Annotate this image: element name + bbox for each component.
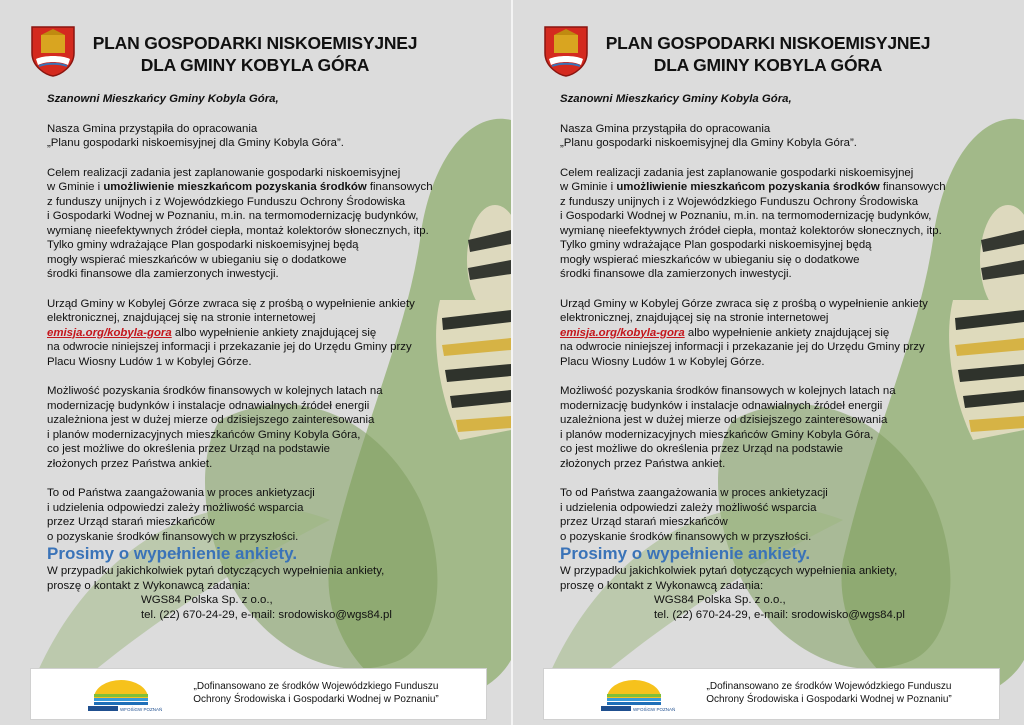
purpose-line: środki finansowe dla zamierzonych inwestycji. (47, 268, 279, 280)
engagement-line: o pozyskanie środków finansowych w przyszłości. (47, 530, 299, 543)
text-fragment: albo wypełnienie ankiety znajdującej się (171, 326, 377, 339)
survey-link[interactable]: emisja.org/kobyla-gora (47, 326, 172, 339)
purpose-line: Celem realizacji zadania jest zaplanowanie gospodarki niskoemisyjnej (560, 166, 914, 179)
survey-line: na odwrocie niniejszej informacji i przekazanie jej do Urzędu Gminy przy (47, 341, 412, 353)
text-fragment: finansowych (366, 181, 433, 193)
funding-line: co jest możliwe do określenia przez Urząd na podstawie (47, 443, 331, 455)
page-title (593, 32, 943, 76)
coat-of-arms-icon (30, 25, 76, 77)
purpose-line: wymianę nieefektywnych źródeł ciepła, montaż kolektorów słonecznych, itp. (47, 224, 429, 237)
flyer-page-left (0, 0, 511, 725)
funding-footer (30, 668, 487, 720)
letter-body (560, 92, 980, 622)
survey-line: elektronicznej, znajdującej się na stronie internetowej (47, 312, 316, 324)
emphasis-text: umożliwienie mieszkańcom pozyskania środków (616, 181, 880, 193)
wfosigw-logo-icon (86, 676, 163, 712)
contact-line: proszę o kontakt z Wykonawcą zadania: (47, 579, 251, 592)
purpose-line: Tylko gminy wdrażające Plan gospodarki niskoemisyjnej będą (47, 239, 359, 251)
intro-line: Nasza Gmina przystąpiła do opracowania (560, 122, 771, 135)
funding-note-line: Ochrony Środowiska i Gospodarki Wodnej w Poznaniu” (706, 694, 952, 705)
survey-line (560, 326, 980, 341)
greeting: Szanowni Mieszkańcy Gminy Kobyla Góra, (47, 93, 279, 105)
page-title (80, 32, 430, 76)
funding-note (181, 680, 451, 706)
funding-line: co jest możliwe do określenia przez Urząd na podstawie (560, 443, 844, 455)
funding-note (694, 680, 964, 706)
funding-line: złożonych przez Państwa ankiet. (560, 457, 726, 470)
engagement-line: i udzielenia odpowiedzi zależy możliwość wsparcia (560, 501, 817, 514)
contact-line: W przypadku jakichkolwiek pytań dotyczących wypełnienia ankiety, (560, 565, 898, 577)
text-fragment: finansowych (879, 181, 946, 193)
survey-line: Urząd Gminy w Kobylej Górze zwraca się z prośbą o wypełnienie ankiety (560, 297, 928, 310)
funding-line: Możliwość pozyskania środków finansowych w kolejnych latach na (47, 385, 383, 397)
logo-text: WFOŚiGW POZNAŃ (633, 707, 676, 712)
coat-of-arms-icon (543, 25, 589, 77)
funding-line: i planów modernizacyjnych mieszkańców Gminy Kobyla Góra, (47, 428, 361, 441)
title-line-2: DLA GMINY KOBYLA GÓRA (140, 55, 370, 75)
engagement-line: To od Państwa zaangażowania w proces ankietyzacji (560, 487, 828, 499)
funding-line: złożonych przez Państwa ankiet. (47, 457, 213, 470)
funding-line: uzależniona jest w dużej mierze od dzisiejszego zainteresowania (560, 414, 888, 426)
funding-note-line: Ochrony Środowiska i Gospodarki Wodnej w Poznaniu” (193, 694, 439, 705)
contractor-name: WGS84 Polska Sp. z o.o., (654, 594, 786, 606)
purpose-line: Tylko gminy wdrażające Plan gospodarki niskoemisyjnej będą (560, 239, 872, 251)
survey-line: Placu Wiosny Ludów 1 w Kobylej Górze. (560, 355, 765, 368)
purpose-line (560, 180, 980, 195)
survey-line: na odwrocie niniejszej informacji i przekazanie jej do Urzędu Gminy przy (560, 341, 925, 353)
wfosigw-logo-icon (599, 676, 676, 712)
purpose-line: środki finansowe dla zamierzonych inwestycji. (560, 268, 792, 280)
contractor-contact: tel. (22) 670-24-29, e-mail: srodowisko@wgs84.pl (141, 608, 392, 621)
engagement-line: i udzielenia odpowiedzi zależy możliwość wsparcia (47, 501, 304, 514)
engagement-line: przez Urząd starań mieszkańców (47, 516, 215, 528)
funding-line: uzależniona jest w dużej mierze od dzisiejszego zainteresowania (47, 414, 375, 426)
title-line-2: DLA GMINY KOBYLA GÓRA (653, 55, 883, 75)
purpose-line: mogły wspierać mieszkańców w ubieganiu się o dodatkowe (47, 253, 347, 266)
purpose-line: i Gospodarki Wodnej w Poznaniu, m.in. na termomodernizację budynków, (560, 210, 932, 222)
funding-note-line: „Dofinansowano ze środków Wojewódzkiego Funduszu (193, 681, 439, 692)
funding-line: i planów modernizacyjnych mieszkańców Gminy Kobyla Góra, (560, 428, 874, 441)
survey-line: Placu Wiosny Ludów 1 w Kobylej Górze. (47, 355, 252, 368)
logo-text: WFOŚiGW POZNAŃ (120, 707, 163, 712)
purpose-line: i Gospodarki Wodnej w Poznaniu, m.in. na termomodernizację budynków, (47, 210, 419, 222)
contact-line: proszę o kontakt z Wykonawcą zadania: (560, 579, 764, 592)
funding-line: Możliwość pozyskania środków finansowych w kolejnych latach na (560, 385, 896, 397)
funding-line: modernizację budynków i instalacje odnawialnych źródeł energii (560, 399, 883, 412)
survey-link[interactable]: emisja.org/kobyla-gora (560, 326, 685, 339)
survey-line (47, 326, 467, 341)
text-fragment: albo wypełnienie ankiety znajdującej się (684, 326, 890, 339)
intro-line: Nasza Gmina przystąpiła do opracowania (47, 122, 258, 135)
purpose-line: z funduszy unijnych i z Wojewódzkiego Funduszu Ochrony Środowiska (47, 195, 406, 208)
engagement-line: To od Państwa zaangażowania w proces ankietyzacji (47, 487, 315, 499)
contractor-contact: tel. (22) 670-24-29, e-mail: srodowisko@wgs84.pl (654, 608, 905, 621)
intro-line: „Planu gospodarki niskoemisyjnej dla Gminy Kobyla Góra”. (47, 137, 344, 149)
call-to-action: Prosimy o wypełnienie ankiety. (560, 544, 811, 563)
contractor-name: WGS84 Polska Sp. z o.o., (141, 594, 273, 606)
text-fragment: w Gminie i (560, 181, 617, 193)
purpose-line: mogły wspierać mieszkańców w ubieganiu się o dodatkowe (560, 253, 860, 266)
engagement-line: przez Urząd starań mieszkańców (560, 516, 728, 528)
contact-line: W przypadku jakichkolwiek pytań dotyczących wypełnienia ankiety, (47, 565, 385, 577)
survey-line: elektronicznej, znajdującej się na stronie internetowej (560, 312, 829, 324)
purpose-line: wymianę nieefektywnych źródeł ciepła, montaż kolektorów słonecznych, itp. (560, 224, 942, 237)
greeting: Szanowni Mieszkańcy Gminy Kobyla Góra, (560, 93, 792, 105)
flyer-page-right (513, 0, 1024, 725)
purpose-line: z funduszy unijnych i z Wojewódzkiego Funduszu Ochrony Środowiska (560, 195, 919, 208)
funding-footer (543, 668, 1000, 720)
title-line-1: PLAN GOSPODARKI NISKOEMISYJNEJ (92, 33, 418, 53)
funding-line: modernizację budynków i instalacje odnawialnych źródeł energii (47, 399, 370, 412)
purpose-line: Celem realizacji zadania jest zaplanowanie gospodarki niskoemisyjnej (47, 166, 401, 179)
engagement-line: o pozyskanie środków finansowych w przyszłości. (560, 530, 812, 543)
survey-line: Urząd Gminy w Kobylej Górze zwraca się z prośbą o wypełnienie ankiety (47, 297, 415, 310)
intro-line: „Planu gospodarki niskoemisyjnej dla Gminy Kobyla Góra”. (560, 137, 857, 149)
text-fragment: w Gminie i (47, 181, 104, 193)
emphasis-text: umożliwienie mieszkańcom pozyskania środków (103, 181, 367, 193)
funding-note-line: „Dofinansowano ze środków Wojewódzkiego Funduszu (706, 681, 952, 692)
letter-body (47, 92, 467, 622)
purpose-line (47, 180, 467, 195)
call-to-action: Prosimy o wypełnienie ankiety. (47, 544, 298, 563)
title-line-1: PLAN GOSPODARKI NISKOEMISYJNEJ (605, 33, 931, 53)
